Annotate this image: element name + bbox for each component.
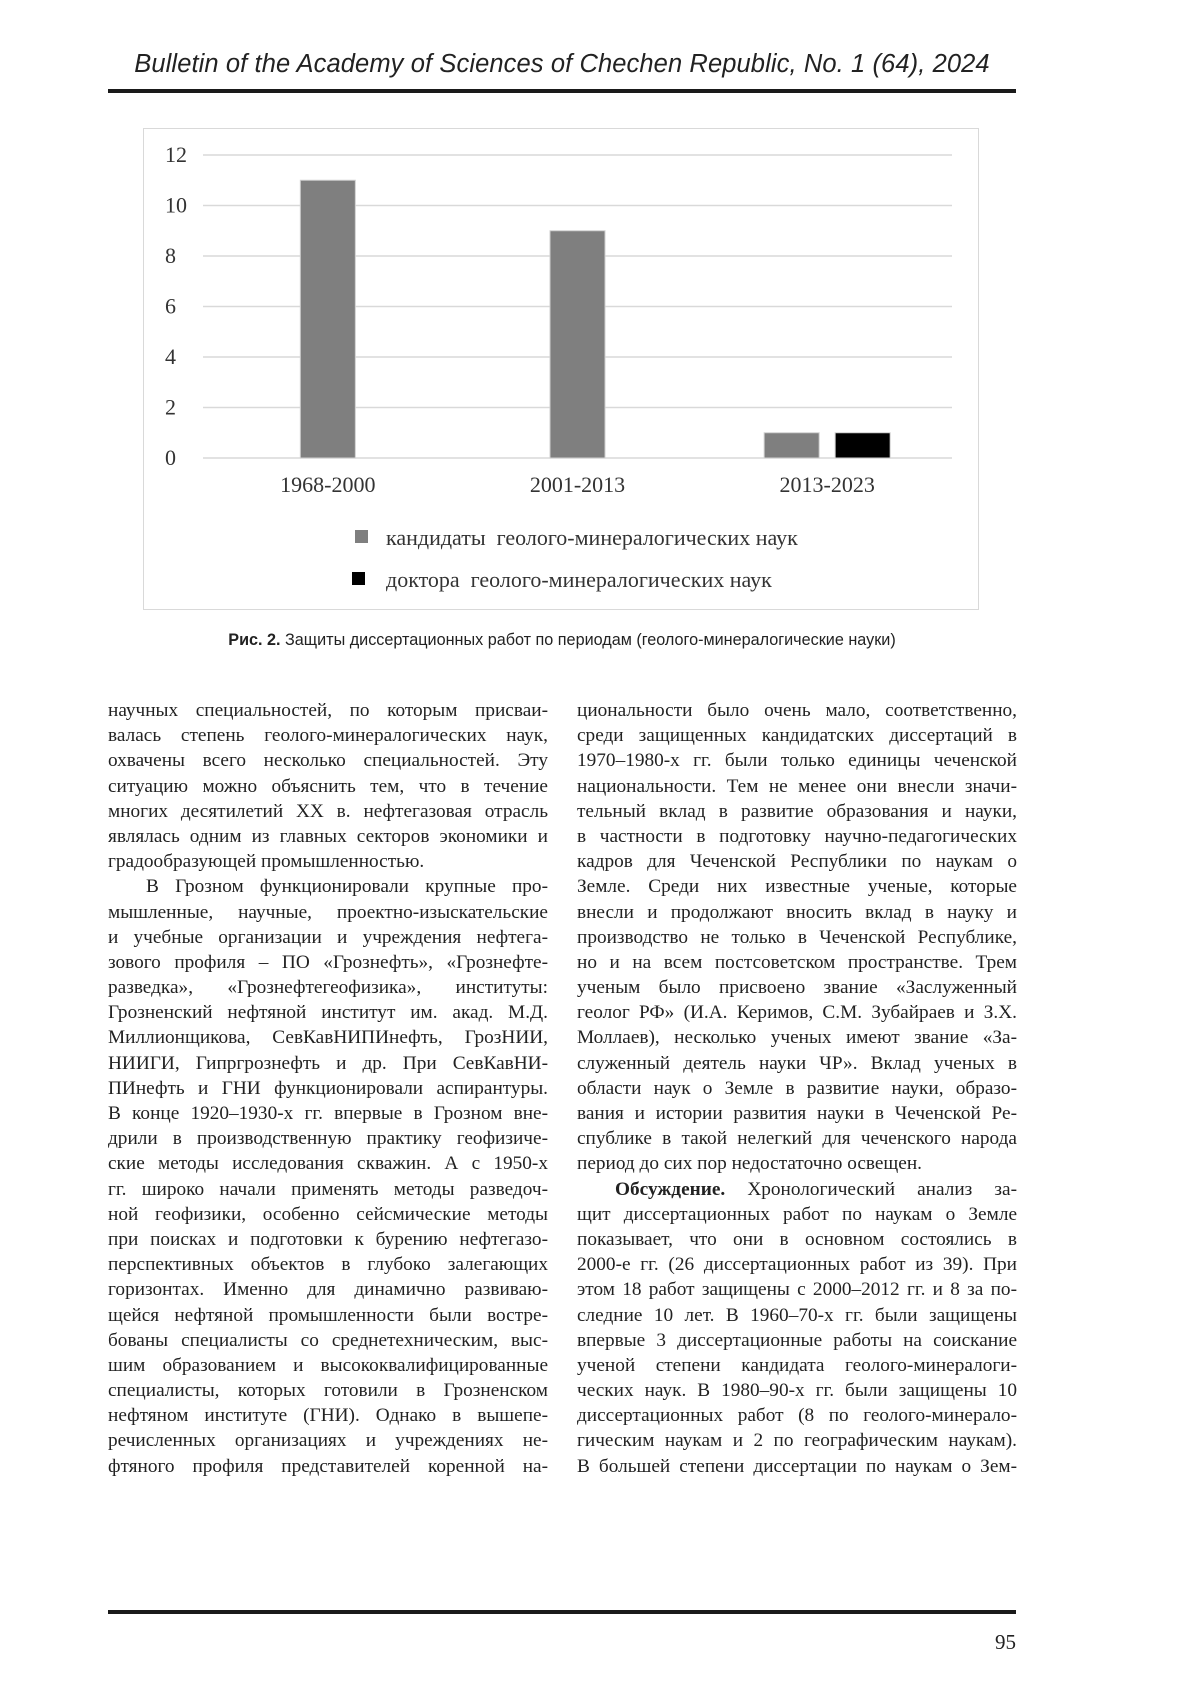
text-line: охвачены всего несколько специальностей. Эту	[108, 750, 548, 772]
text-line: бованы специалисты со среднетехническим, выс-	[108, 1329, 548, 1351]
text-line: кадров для Чеченской Республики по наукам о	[577, 851, 1017, 873]
text-line: циональности было очень мало, соответственно,	[577, 700, 1017, 721]
text-line: гическим наукам и 2 по географическим наукам).	[577, 1430, 1017, 1452]
chart-frame	[143, 128, 979, 610]
text-line: разведка», «Грознефтегеофизика», институты:	[108, 977, 548, 999]
text-line: области наук о Земле в развитие науки, образо-	[577, 1077, 1017, 1099]
footer-rule	[108, 1610, 1016, 1614]
legend-label-candidates: кандидаты геолого-минералогических наук	[386, 525, 798, 550]
text-line: перспективных объектов в глубоко залегающих	[108, 1254, 548, 1276]
text-line: ной геофизики, особенно сейсмические методы	[108, 1203, 548, 1225]
text-line: Обсуждение. Хронологический анализ за-	[615, 1178, 1017, 1200]
text-line: научных специальностей, по которым присваи-	[108, 700, 548, 721]
text-line: ситуацию можно объяснить тем, что в течение	[108, 775, 548, 797]
text-line: в частности в подготовку научно-педагогических	[577, 825, 1017, 847]
text-line: и учебные организации и учреждения нефтега-	[108, 926, 548, 948]
header-rule	[108, 89, 1016, 93]
text-line: 2000-е гг. (26 диссертационных работ из 39). При	[577, 1254, 1017, 1276]
text-line: производство не только в Чеченской Республике,	[577, 926, 1017, 948]
x-tick-label: 2001-2013	[529, 472, 626, 497]
text-line: Миллионщикова, СевКавНИПИнефть, ГрозНИИ,	[108, 1027, 548, 1049]
text-line: геолог РФ» (И.А. Керимов, С.М. Зубайраев и З.Х.	[577, 1002, 1017, 1024]
text-line: диссертационных работ (8 по геолого-минерало-	[577, 1405, 1017, 1427]
text-line: шим образованием и высококвалифицированные	[108, 1354, 548, 1376]
x-tick-label: 2013-2023	[779, 472, 875, 497]
text-line: зового профиля – ПО «Грознефть», «Грознефте-	[108, 951, 548, 973]
text-line: внесли и продолжают вносить вклад в науку и	[577, 901, 1017, 923]
text-line: В Грозном функционировали крупные про-	[146, 876, 548, 898]
text-line: являлась одним из главных секторов экономики и	[108, 825, 548, 847]
text-line: ческих наук. В 1980–90-х гг. были защищены 10	[577, 1380, 1017, 1402]
text-line: нефтяном институте (ГНИ). Однако в вышепе-	[108, 1405, 548, 1427]
figure-caption-text: Защиты диссертационных работ по периодам (геолого-минералогические науки)	[280, 631, 896, 649]
text-line: Грозненский нефтяной институт им. акад. М.Д.	[108, 1002, 548, 1024]
y-tick-label: 12	[165, 142, 187, 167]
y-tick-label: 8	[165, 243, 176, 268]
y-tick-label: 4	[165, 344, 176, 369]
text-line: В конце 1920–1930-х гг. впервые в Грозном вне-	[108, 1103, 548, 1124]
legend-label-doctors: доктора геолого-минералогических наук	[386, 567, 772, 592]
text-line: этом 18 работ защищены с 2000–2012 гг. и 8 за по-	[577, 1279, 1017, 1301]
y-tick-label: 0	[165, 445, 176, 470]
text-line: Земле. Среди них известные ученые, которые	[577, 876, 1017, 898]
text-line: НИИГИ, Гипргрознефть и др. При СевКавНИ-	[108, 1052, 548, 1074]
text-line: следние 10 лет. В 1960–70-х гг. были защищены	[577, 1304, 1017, 1326]
text-line: ученой степени кандидата геолого-минералоги-	[577, 1354, 1017, 1376]
text-line: валась степень геолого-минералогических наук,	[108, 725, 548, 747]
text-line: ученым было присвоено звание «Заслуженный	[577, 977, 1017, 999]
text-line: щейся нефтяной промышленности были востре-	[108, 1304, 548, 1326]
section-heading: Обсуждение.	[615, 1178, 726, 1200]
y-tick-label: 2	[165, 394, 176, 420]
text-line: период до сих пор недостаточно освещен.	[577, 1153, 922, 1175]
text-line: среди защищенных кандидатских диссертаций в	[577, 725, 1017, 747]
text-line: фтяного профиля представителей коренной на-	[108, 1455, 548, 1477]
text-line: мышленные, научные, проектно-изыскательские	[108, 901, 548, 923]
page-number: 95	[995, 1630, 1016, 1654]
text-line: В большей степени диссертации по наукам о Зем-	[577, 1455, 1017, 1477]
text-line: дрили в производственную практику геофизиче-	[108, 1128, 548, 1150]
text-line: речисленных организациях и учреждениях не-	[108, 1430, 548, 1452]
text-line: горизонтах. Именно для динамично развиваю-	[108, 1279, 548, 1301]
text-line: вания и истории развития науки в Чеченской Ре-	[577, 1103, 1017, 1124]
text-line: многих десятилетий XX в. нефтегазовая отрасль	[108, 800, 548, 822]
x-tick-label: 1968-2000	[280, 472, 376, 497]
text-line: Моллаев), несколько ученых имеют звание «За-	[577, 1027, 1017, 1049]
figure-caption-label: Рис. 2.	[228, 631, 281, 649]
running-head: Bulletin of the Academy of Sciences of Chechen Republic, No. 1 (64), 2024	[134, 50, 990, 78]
text-line: национальности. Тем не менее они внесли значи-	[577, 775, 1017, 797]
left-column	[108, 698, 548, 1479]
text-line: ские методы исследования скважин. А с 1950-х	[108, 1153, 548, 1175]
text-line: тельный вклад в развитие образования и науки,	[577, 800, 1017, 822]
figure-caption	[108, 631, 1016, 650]
right-column	[577, 698, 1017, 1479]
text-line: спублике в такой нелегкий для чеченского народа	[577, 1128, 1017, 1150]
text-line: показывает, что они в основном состоялись в	[577, 1228, 1017, 1250]
text-line: специалисты, которых готовили в Грозненском	[108, 1380, 548, 1402]
text-line: щит диссертационных работ по наукам о Земле	[577, 1203, 1017, 1225]
y-tick-label: 10	[165, 192, 187, 218]
text-line: гг. широко начали применять методы разведоч-	[108, 1178, 548, 1200]
text-line: при поисках и подготовки к бурению нефтегазо-	[108, 1228, 548, 1250]
text-line: впервые 3 диссертационные работы на соискание	[577, 1329, 1017, 1351]
text-line: служенный деятель науки ЧР». Вклад ученых в	[577, 1052, 1017, 1074]
text-line: градообразующей промышленностью.	[108, 851, 425, 873]
text-line: 1970–1980-х гг. были только единицы чеченской	[577, 750, 1017, 772]
text-line: но и на всем постсоветском пространстве. Трем	[577, 951, 1017, 973]
y-tick-label: 6	[165, 293, 176, 319]
text-line: ПИнефть и ГНИ функционировали аспирантуры.	[108, 1077, 548, 1099]
